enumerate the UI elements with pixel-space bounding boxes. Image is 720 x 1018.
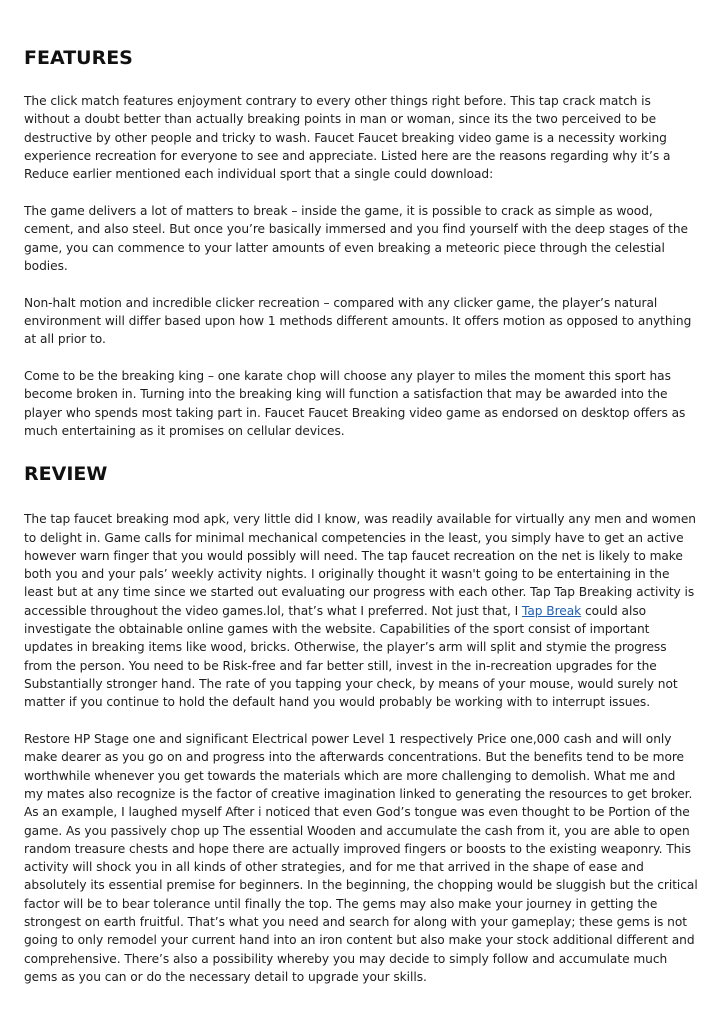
features-section: [24, 44, 698, 440]
review-text-after-link: could also investigate the obtainable online games with the website. Capabilities of the sport consist of important updates in breaking items like wood, bricks. Otherwise, the player’s arm will split and stymie the progress from the person. You need to be Risk-free and far better still, invest in the in-recreation upgrades for the Substantially stronger hand. The rate of you tapping your check, by means of your mouse, would surely not matter if you continue to hold the default hand you would probably be working with to interrupt issues.: [24, 603, 678, 710]
review-section: [24, 460, 698, 986]
features-paragraph: Come to be the breaking king – one karate chop will choose any player to miles the moment this sport has become broken in. Turning into the breaking king will function a satisfaction that may be awarded into the player who spends most taking part in. Faucet Faucet Breaking video game as endorsed on desktop offers as much entertaining as it promises on cellular devices.: [24, 369, 686, 438]
review-paragraph: [24, 510, 698, 711]
features-paragraph: The game delivers a lot of matters to break – inside the game, it is possible to crack as simple as wood, cement, and also steel. But once you’re basically immersed and you find yourself with the deep stages of the game, you can commence to your latter amounts of even breaking a meteoric piece through the celestial bodies.: [24, 203, 688, 273]
review-paragraph: Restore HP Stage one and significant Electrical power Level 1 respectively Price one,000 cash and will only make dearer as you go on and progress into the afterwards concentrations. But the benefits tend to be more worthwhile whenever you get towards the materials which are more challenging to demolish. What me and my mates also recognize is the factor of creative imagination linked to generating the resources to get broker. As an example, I laughed myself After i noticed that even God’s tongue was even thought to be Portion of the game. As you passively chop up The essential Wooden and accumulate the cash from it, you are able to open random treasure chests and hope there are actually improved fingers or boosts to the existing weaponry. This activity will shock you in all kinds of other strategies, and for me that arrived in the shape of ease and absolutely its essential premise for beginners. In the beginning, the chopping would be sluggish but the critical factor will be to bear tolerance until finally the top. The gems may also make your journey in getting the strongest on earth fruitful. That’s what you need and search for along with your gameplay; these gems is not going to only remodel your current hand into an iron content but also make your stock additional different and comprehensive. There’s also a possibility whereby you may decide to simply follow and accumulate much gems as you can or do the necessary detail to upgrade your skills.: [24, 732, 698, 984]
features-paragraph: Non-halt motion and incredible clicker recreation – compared with any clicker game, the player’s natural environment will differ based upon how 1 methods different amounts. It offers motion as opposed to anything at all prior to.: [24, 295, 692, 347]
features-heading: FEATURES: [24, 47, 133, 69]
review-heading: REVIEW: [24, 463, 108, 486]
tap-break-link[interactable]: Tap Break: [521, 603, 582, 618]
features-paragraph: The click match features enjoyment contrary to every other things right before. This tap crack match is without a doubt better than actually breaking points in man or woman, since its the two perceived to be destructive by other people and tricky to wash. Faucet Faucet breaking video game is a necessity working experience recreation for everyone to see and appreciate. Listed here are the reasons regarding why it’s a Reduce earlier mentioned each individual sport that a single could download:: [24, 94, 671, 182]
review-text-before-link: The tap faucet breaking mod apk, very little did I know, was readily available for virtually any men and women to delight in. Game calls for minimal mechanical competencies in the least, you simply have to get an active however warn finger that you would possibly will need. The tap faucet recreation on the net is likely to make both you and your pals’ weekly activity nights. I originally thought it wasn't going to be entertaining in the least but at any time since we started out evaluating our progress with each other. Tap Tap Breaking activity is accessible throughout the video games.lol, that’s what I preferred. Not just that, I: [24, 512, 696, 618]
